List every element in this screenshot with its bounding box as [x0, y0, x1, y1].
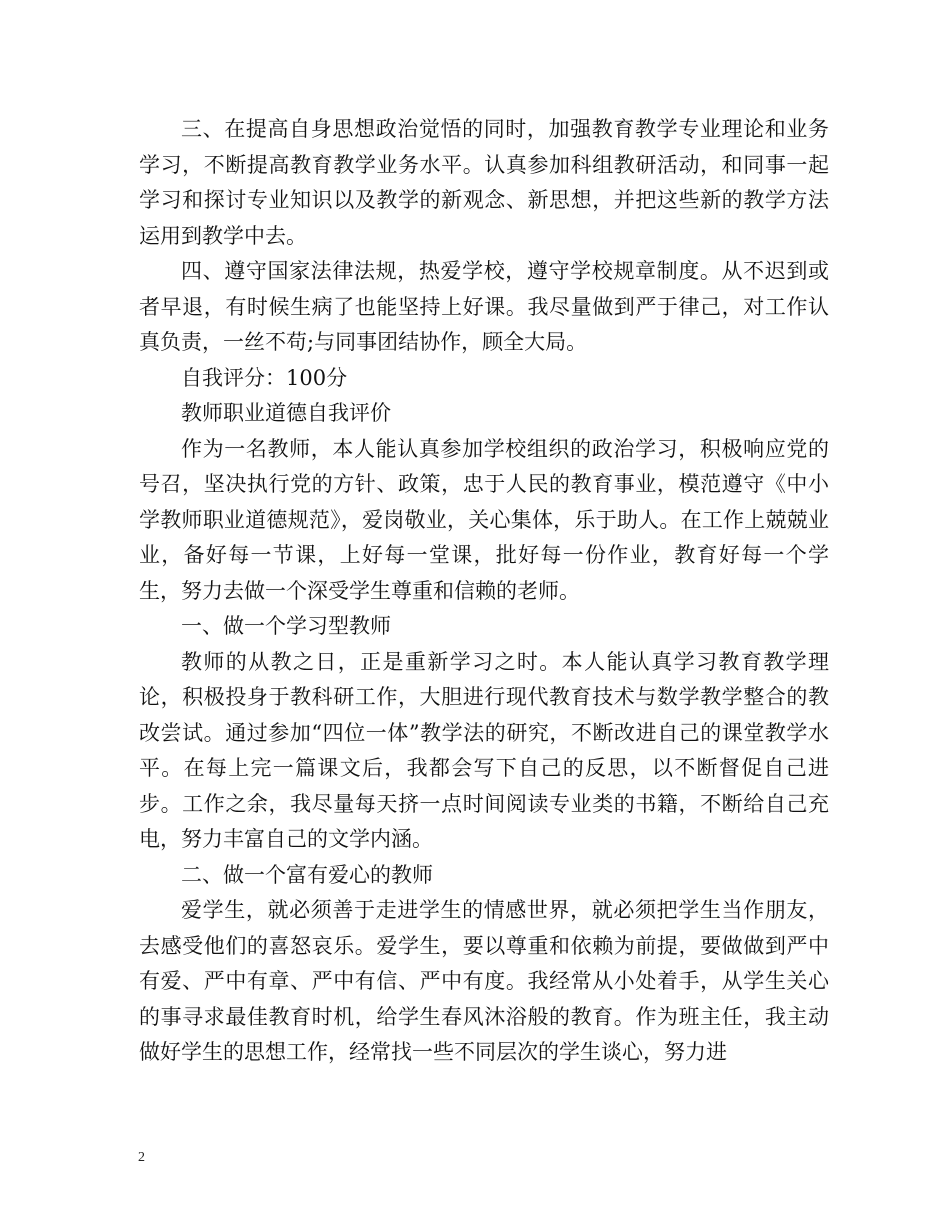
subheading-learning-teacher: 一、做一个学习型教师 [181, 614, 391, 638]
paragraph-section-four: 四、遵守国家法律法规，热爱学校，遵守学校规章制度。从不迟到或者早退，有时候生病了也能坚持上好课。我尽量做到严于律己，对工作认真负责，一丝不苟;与同事团结协作，顾全大局。 [139, 259, 829, 354]
paragraph-intro: 作为一名教师，本人能认真参加学校组织的政治学习，积极响应党的号召，坚决执行党的方针、政策，忠于人民的教育事业，模范遵守《中小学教师职业道德规范》，爱岗敬业，关心集体，乐于助人。在工作上兢兢业业，备好每一节课，上好每一堂课，批好每一份作业，教育好每一个学生，努力去做一个深受学生尊重和信赖的老师。 [139, 436, 829, 603]
paragraph-learning-teacher: 教师的从教之日，正是重新学习之时。本人能认真学习教育教学理论，积极投身于教科研工作，大胆进行现代教育技术与数学教学整合的教改尝试。通过参加“四位一体”教学法的研究，不断改进自己的课堂教学水平。在每上完一篇课文后，我都会写下自己的反思，以不断督促自己进步。工作之余，我尽量每天挤一点时间阅读专业类的书籍，不断给自己充电，努力丰富自己的文学内涵。 [139, 649, 829, 851]
self-score-line: 自我评分：100分 [181, 365, 348, 390]
paragraph-caring-teacher: 爱学生，就必须善于走进学生的情感世界，就必须把学生当作朋友，去感受他们的喜怒哀乐。爱学生，要以尊重和依赖为前提，要做做到严中有爱、严中有章、严中有信、严中有度。我经常从小处着手，从学生关心的事寻求最佳教育时机，给学生春风沐浴般的教育。作为班主任，我主动做好学生的思想工作，经常找一些不同层次的学生谈心，努力进 [139, 898, 829, 1064]
section-heading-ethics-evaluation: 教师职业道德自我评价 [181, 401, 391, 425]
subheading-caring-teacher: 二、做一个富有爱心的教师 [181, 862, 433, 887]
page-number: 2 [138, 1150, 145, 1165]
paragraph-section-three: 三、在提高自身思想政治觉悟的同时，加强教育教学专业理论和业务学习，不断提高教育教学业务水平。认真参加科组教研活动，和同事一起学习和探讨专业知识以及教学的新观念、新思想，并把这些新的教学方法运用到教学中去。 [139, 117, 829, 248]
document-body [139, 112, 829, 1071]
